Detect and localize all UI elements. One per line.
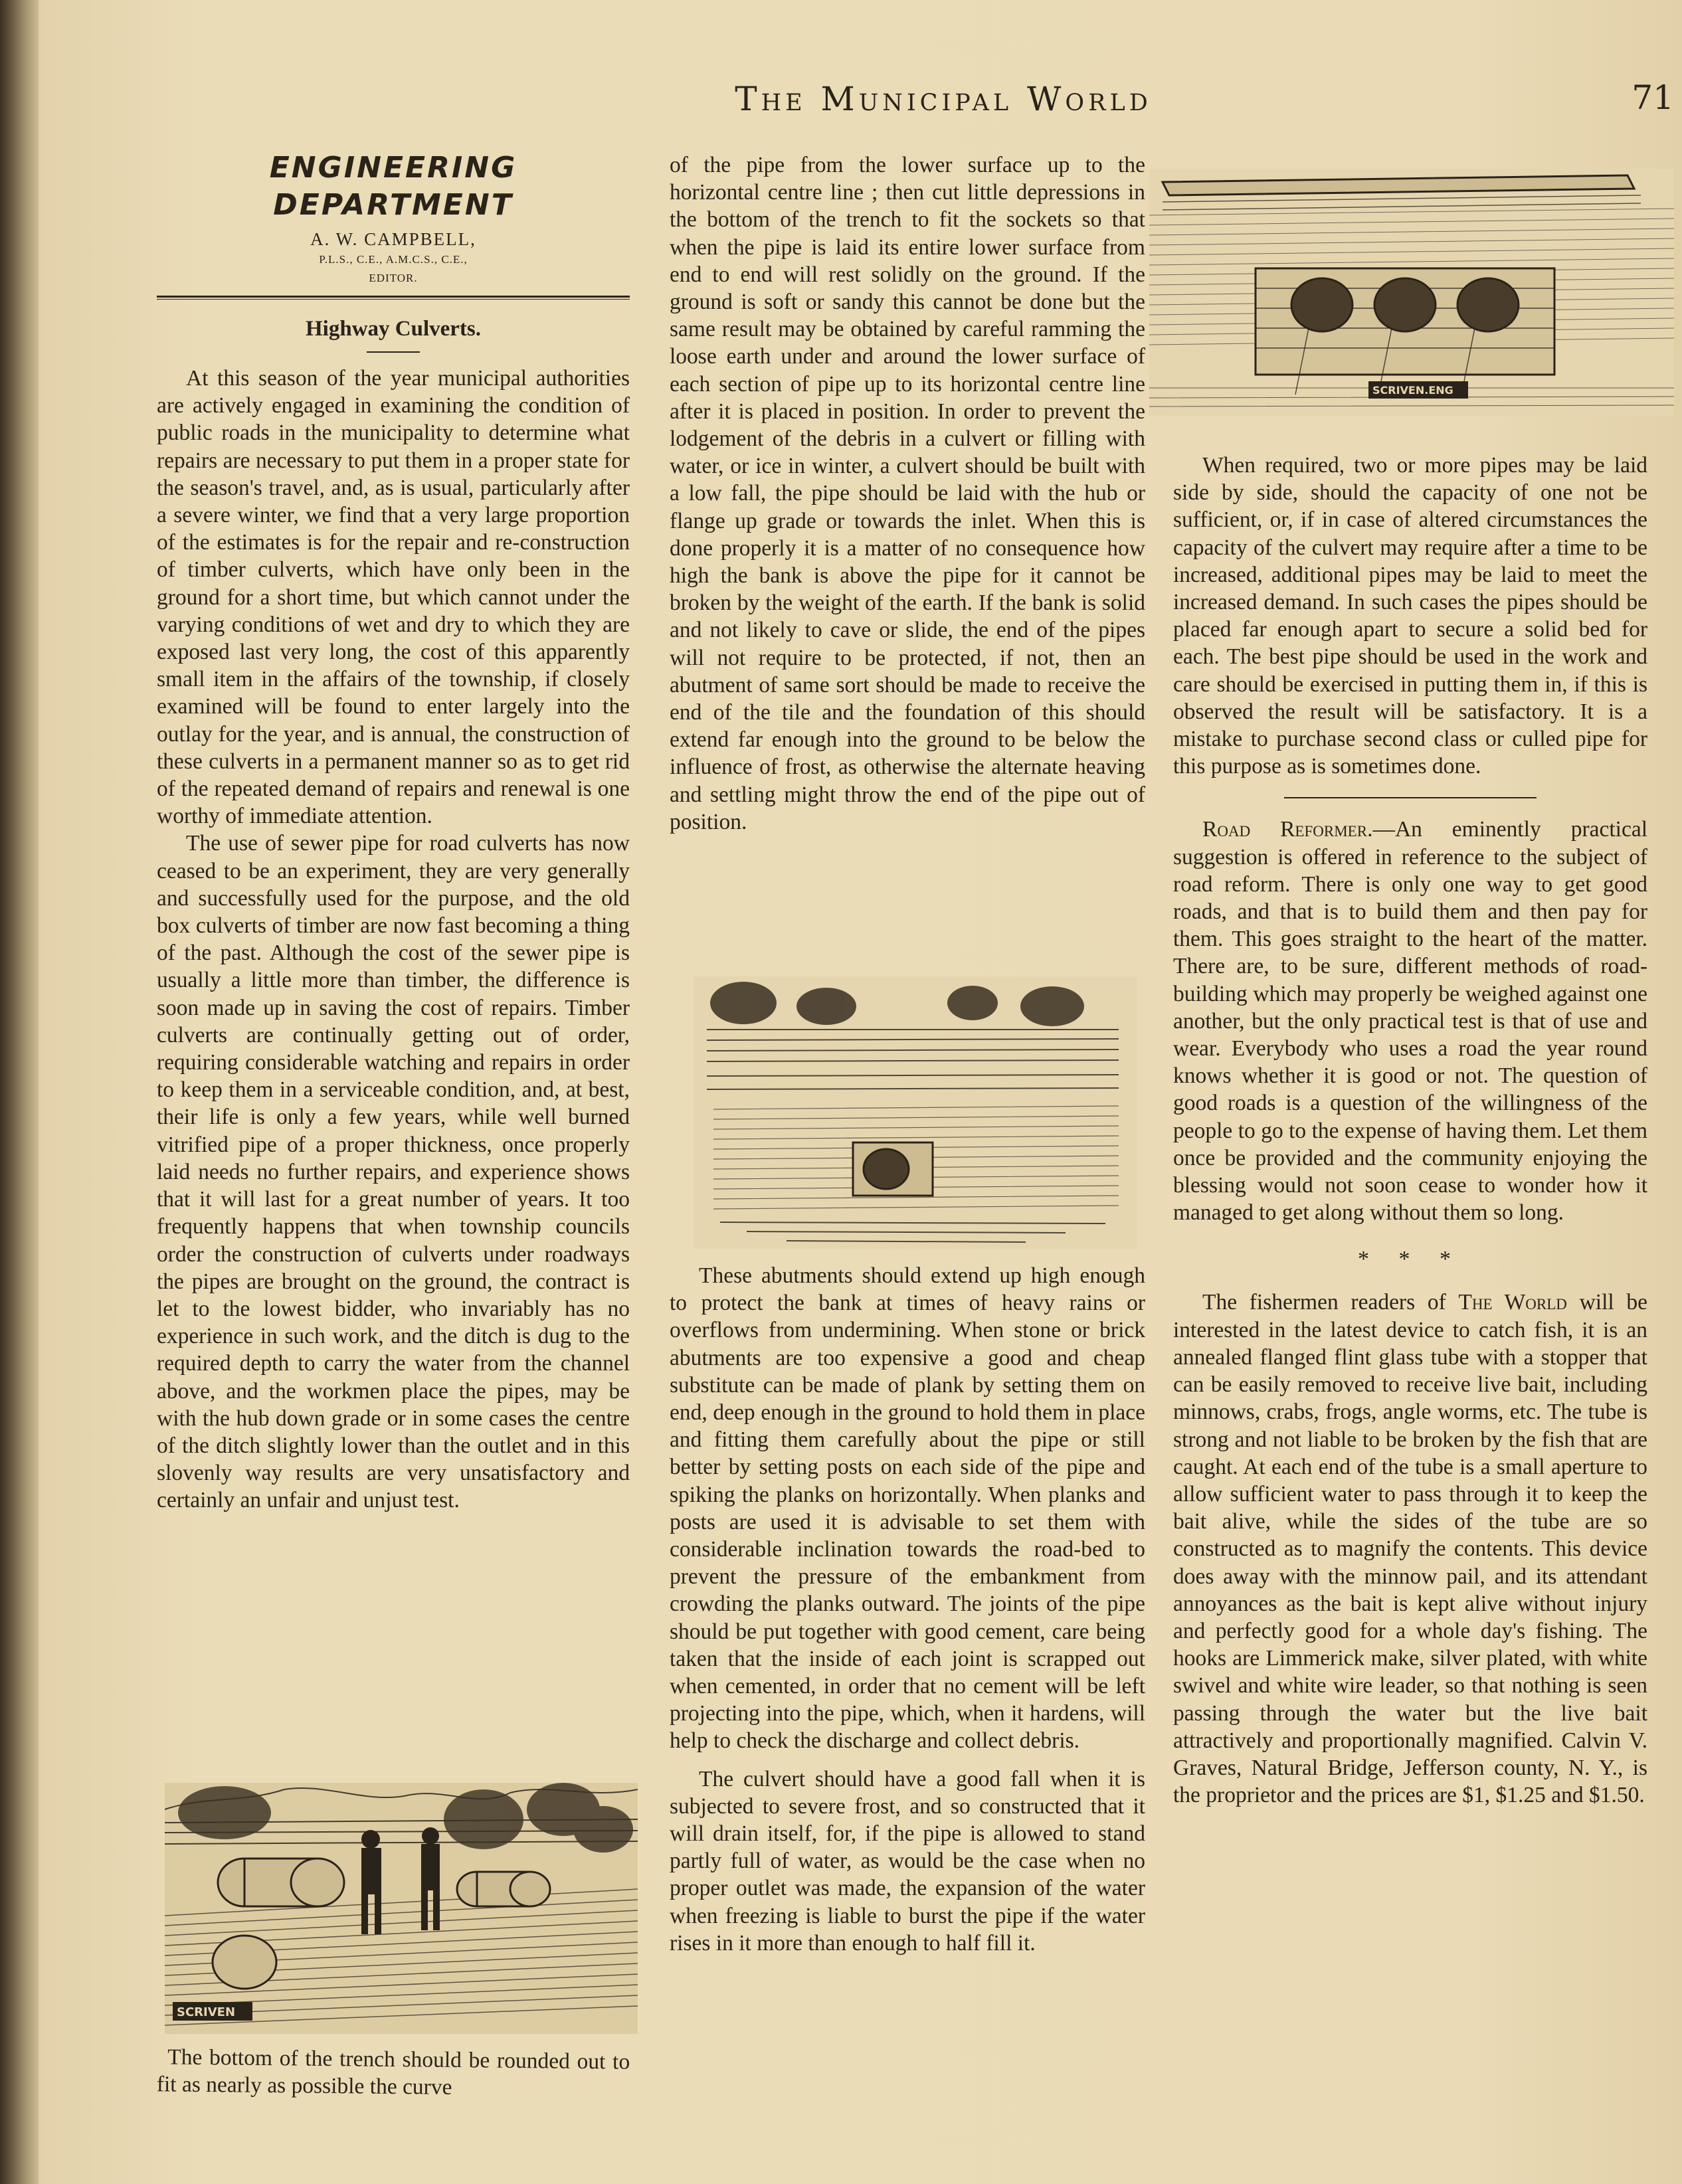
paragraph: The use of sewer pipe for road culverts has now ceased to be an experiment, they are very generally and successfully used for the purpose, and the old box culverts of timber are now fast becoming a thing of the past. Although the cost of the sewer pipe is usually a little more than timber, the difference is soon made up in saving the cost of repairs. Timber culverts are continually getting out of order, requiring considerable watching and repairs in order to keep them in a serviceable condition, and, at best, their life is only a few years, while well burned vitrified pipe of a proper thickness, once properly laid needs no further repairs, and experience shows that it will last for a great number of years. It too frequently happens that when township councils order the construction of culverts under roadways the pipes are brought on the ground, the contract is let to the lowest bidder, who invariably has no experience in such work, and the ditch is dug to the required depth to carry the water from the channel above, and the workmen place the pipes, may be with the hub down grade or in some cases the centre of the ditch slightly lower than the outlet and in this slovenly way results are very unsatisfactory and certainly an unfair and unjust test. <box>157 831 630 1513</box>
editor-credentials: P.L.S., C.E., A.M.C.S., C.E., <box>319 253 468 266</box>
paragraph: The culvert should have a good fall when it is subjected to severe frost, and so constructed that it will drain itself, for, if the pipe is allowed to stand partly full of water, as would be the case when no proper outlet was made, the expansion of the water when freezing is liable to burst the pipe if the water rises in it more than enough to half fill it. <box>670 1766 1145 1956</box>
paragraph: The bottom of the trench should be rounded out to fit as nearly as possible the curve <box>156 2045 630 2100</box>
column-1 <box>157 149 630 1514</box>
the-world-name: The World <box>1458 1290 1567 1315</box>
column-1-bottom <box>157 2043 630 2103</box>
road-reformer-lead: Road Reformer. <box>1202 817 1373 842</box>
engraver-mark: SCRIVEN <box>177 2005 236 2019</box>
illustration-workmen-laying-pipe <box>165 1783 638 2034</box>
department-heading: ENGINEERING DEPARTMENT <box>269 151 517 222</box>
book-spine <box>0 0 39 2184</box>
column-3 <box>1173 452 1647 1809</box>
title-rule <box>367 351 420 353</box>
double-rule <box>157 296 630 300</box>
section-rule <box>1284 797 1537 798</box>
editor-title: EDITOR. <box>369 272 418 284</box>
illustration-multiple-pipe-culvert <box>1149 169 1674 416</box>
fishermen-paragraph: The fishermen readers of The World will be interested in the latest device to catch fish, it is an annealed flanged flint glass tube with a stopper that can be easily removed to receive live bait, including minnows, crabs, frogs, angle worms, etc. The tube is strong and not liable to be broken by the fish that are caught. At each end of the tube is a small aperture to allow sufficient water to pass through it to keep the bait alive, while the sides of the tube are so constructed as to magnify the contents. This device does away with the minnow pail, and its attendant annoyances as the bait is kept alive without injury and perfectly good for a whole day's fishing. The hooks are Limmerick make, silver plated, with white swivel and white wire leader, so that nothing is seen passing through the water but the live bait attractively and proportionally magnified. Calvin V. Graves, Natural Bridge, Jefferson county, N. Y., is the proprietor and the prices are $1, $1.25 and $1.50. <box>1173 1290 1647 1808</box>
paragraph: At this season of the year municipal authorities are actively engaged in examining the condition of public roads in the municipality to determine what repairs are necessary to put them in a proper state for the season's travel, and, as is usual, particularly after a severe winter, we find that a very large proportion of the estimates is for the repair and re-construction of timber culverts, which have only been in the ground for a short time, but which cannot under the varying conditions of wet and dry to which they are exposed last very long, the cost of this apparently small item in the affairs of the township, if closely examined will be found to enter largely into the outlay for the year, and is annual, the construction of these culverts in a permanent manner so as to get rid of the repeated demand of repairs and renewal is one worthy of immediate attention. <box>157 366 630 829</box>
article-title: Highway Culverts. <box>306 317 481 341</box>
column-2-bottom <box>670 1262 1145 1967</box>
running-head: The Municipal World <box>735 80 1152 118</box>
road-reformer-paragraph <box>1173 816 1647 1226</box>
illustration-culvert-under-road <box>694 976 1137 1249</box>
paragraph: These abutments should extend up high enough to protect the bank at times of heavy rains or overflows from undermining. When stone or brick abutments are too expensive a good and cheap substitute can be made of plank by setting them on end, deep enough in the ground to hold them in place and fitting them carefully about the pipe or still better by setting posts on each side of the pipe and spiking the planks on horizontally. When planks and posts are used it is advisable to set them with considerable inclination towards the road-bed to prevent the pressure of the embankment from crowding the planks outward. The joints of the pipe should be put together with good cement, care being taken that the inside of each joint is scrapped out when cemented, in order that no cement will be left projecting into the pipe, which, when it hardens, will help to check the discharge and collect debris. <box>670 1263 1145 1754</box>
paragraph: When required, two or more pipes may be laid side by side, should the capacity of one not be sufficient, or, if in case of altered circumstances the capacity of the culvert may require after a time to be increased, additional pipes may be laid to meet the increased demand. In such cases the pipes should be placed far enough apart to secure a solid bed for each. The best pipe should be used in the work and care should be exercised in putting them in, if this is observed the result will be satisfactory. It is a mistake to purchase second class or culled pipe for this purpose as is sometimes done. <box>1173 453 1647 779</box>
road-reformer-text: —An eminently practical suggestion is offered in reference to the subject of road reform. There is only one way to get good roads, and that is to build them and then pay for them. This goes straight to the heart of the matter. There are, to be sure, different methods of road-building which may properly be weighed against one another, but the only practical test is that of use and wear. Everybody who uses a road the year round knows whether it is good or not. The question of good roads is a question of the willingness of the people to go to the expense of having them. Let them once be provided and the community enjoying the blessing would not soon cease to wonder how it managed to get along without them so long. <box>1173 817 1647 1226</box>
paragraph: of the pipe from the lower surface up to the horizontal centre line ; then cut little depressions in the bottom of the trench to fit the sockets so that when the pipe is laid its entire lower surface from end to end will rest solidly on the ground. If the ground is soft or sandy this cannot be done but the same result may be obtained by careful ramming the loose earth under and around the lower surface of each section of pipe up to its horizontal centre line after it is placed in position. In order to prevent the lodgement of the debris in a culvert or filling with water, or ice in winter, a culvert should be built with a low fall, the pipe should be laid with the hub or flange up grade or towards the inlet. When this is done properly it is a matter of no consequence how high the bank is above the pipe for it cannot be broken by the weight of the earth. If the bank is solid and not likely to cave or slide, the end of the pipes will not require to be protected, if not, then an abutment of same sort should be made to receive the end of the tile and the foundation of this should extend far enough into the ground to be below the influence of frost, as otherwise the alternate heaving and settling might throw the end of the pipe out of position. <box>670 153 1145 834</box>
editor-name: A. W. CAMPBELL, <box>310 229 476 249</box>
column-2 <box>670 151 1145 836</box>
page-number: 71 <box>1632 78 1674 117</box>
engraver-mark: SCRIVEN.ENG <box>1372 384 1453 397</box>
asterism: * * * <box>1358 1247 1463 1272</box>
